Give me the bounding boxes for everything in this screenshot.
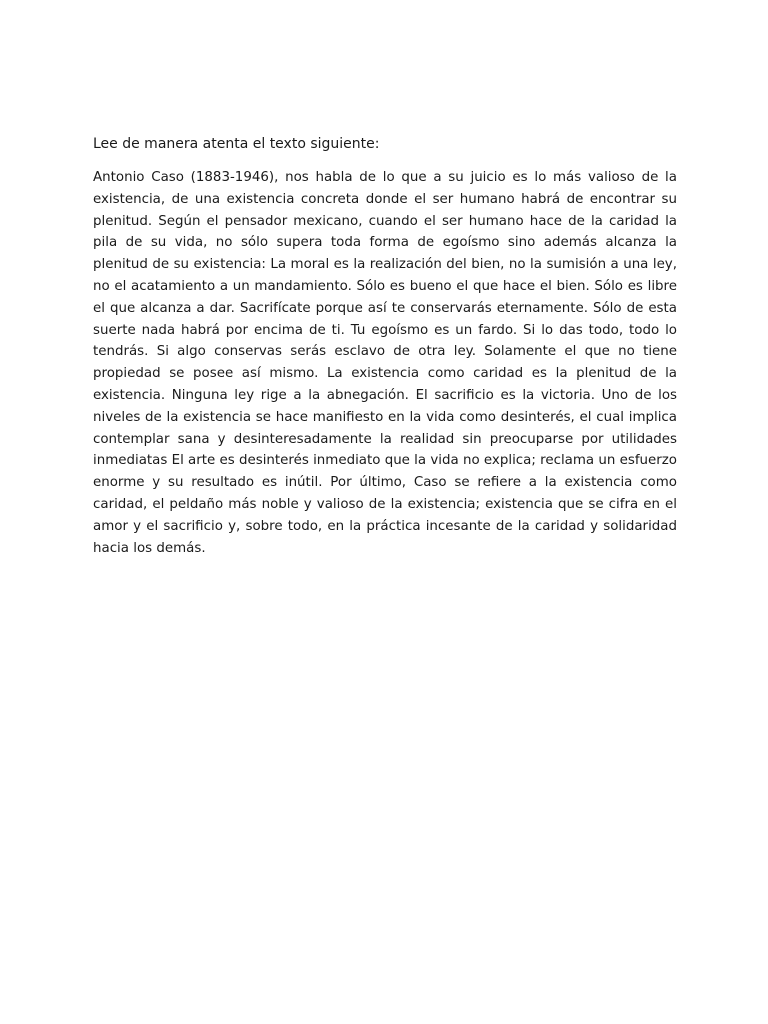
document-content: [93, 134, 677, 559]
instruction-text: Lee de manera atenta el texto siguiente:: [93, 136, 380, 152]
body-paragraph: Antonio Caso (1883-1946), nos habla de lo que a su juicio es lo más valioso de la existencia, de una existencia concreta donde el ser humano habrá de encontrar su plenitud. Según el pensador mexicano, cuando el ser humano hace de la caridad la pila de su vida, no sólo supera toda forma de egoísmo sino además alcanza la plenitud de su existencia: La moral es la realización del bien, no la sumisión a una ley, no el acatamiento a un mandamiento. Sólo es bueno el que hace el bien. Sólo es libre el que alcanza a dar. Sacrifícate porque así te conservarás eternamente. Sólo de esta suerte nada habrá por encima de ti. Tu egoísmo es un fardo. Si lo das todo, todo lo tendrás. Si algo conservas serás esclavo de otra ley. Solamente el que no tiene propiedad se posee así mismo. La existencia como caridad es la plenitud de la existencia. Ninguna ley rige a la abnegación. El sacrificio es la victoria. Uno de los niveles de la existencia se hace manifiesto en la vida como desinterés, el cual implica contemplar sana y desinteresadamente la realidad sin preocuparse por utilidades inmediatas El arte es desinterés inmediato que la vida no explica; reclama un esfuerzo enorme y su resultado es inútil. Por último, Caso se refiere a la existencia como caridad, el peldaño más noble y valioso de la existencia; existencia que se cifra en el amor y el sacrificio y, sobre todo, en la práctica incesante de la caridad y solidaridad hacia los demás.: [93, 170, 677, 556]
